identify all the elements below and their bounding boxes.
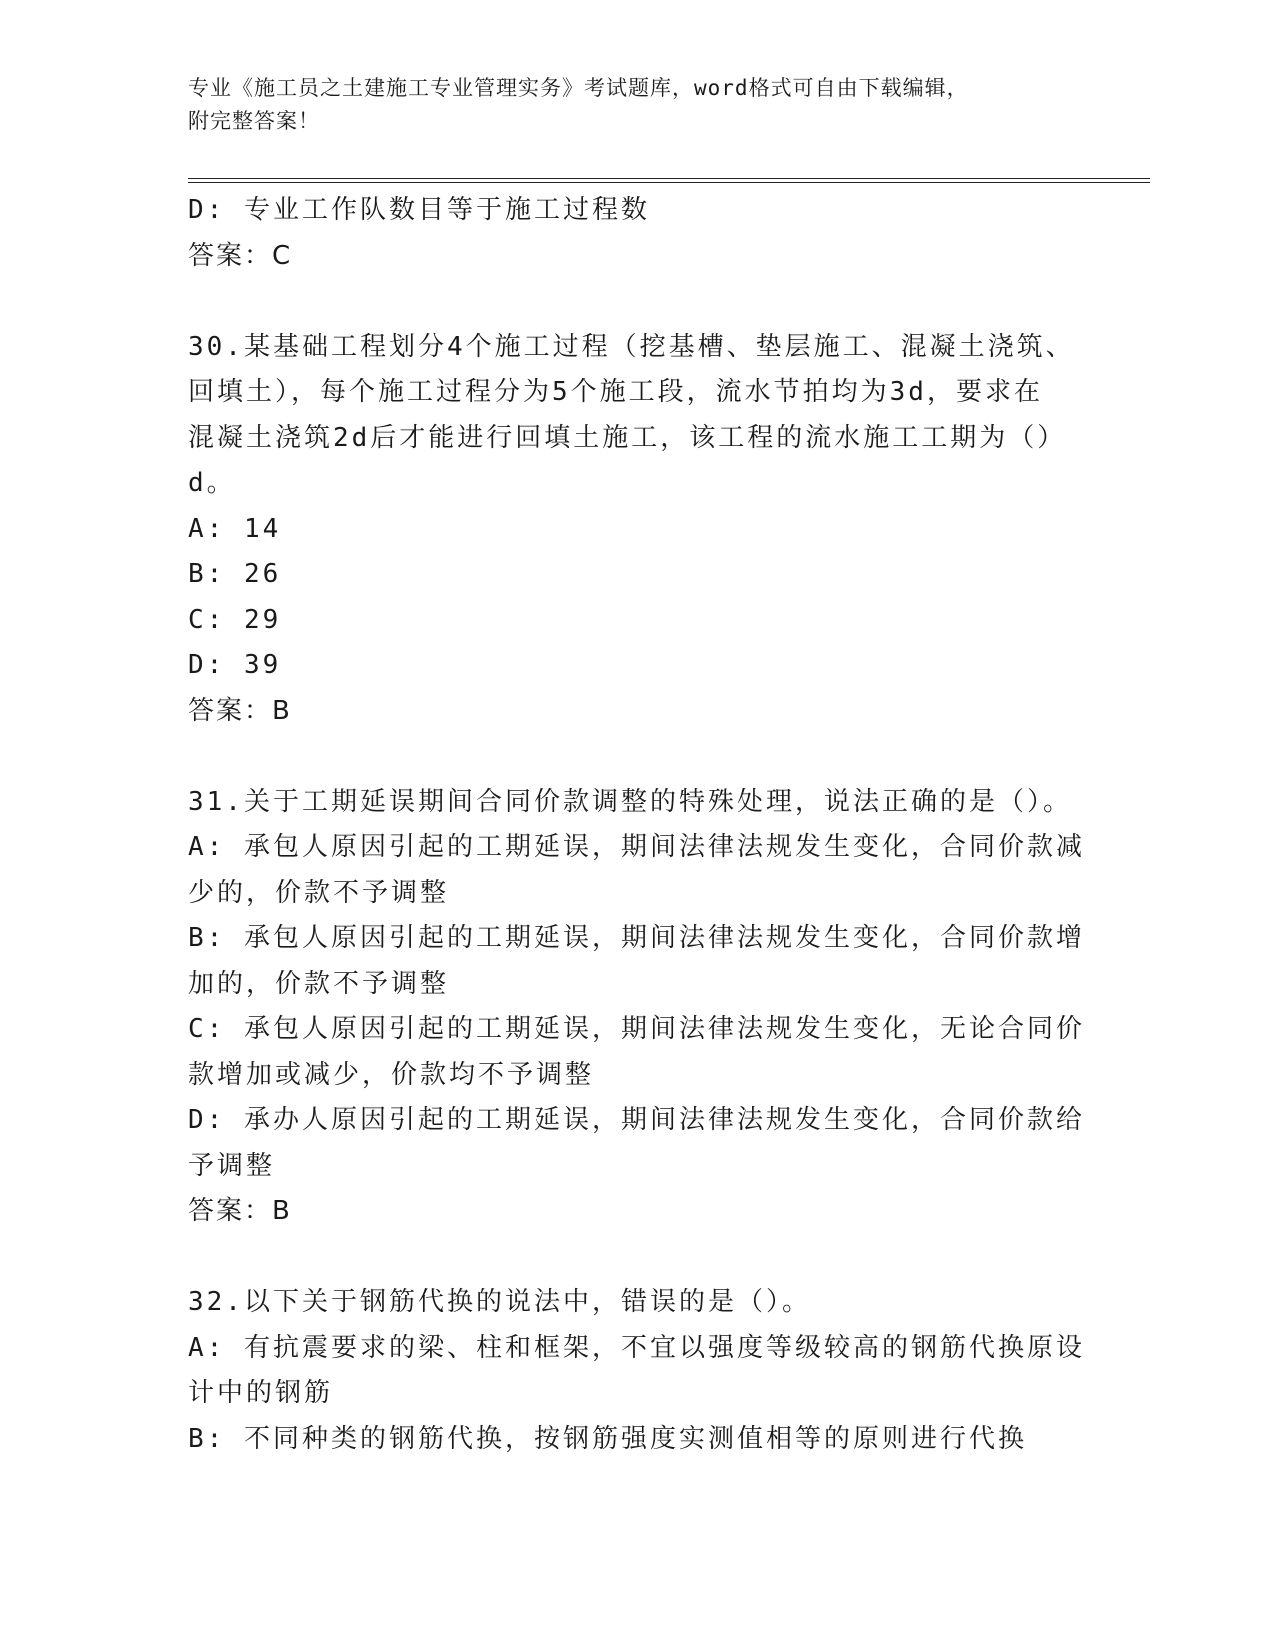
option-d-line: D: 承办人原因引起的工期延误，期间法律法规发生变化，合同价款给	[188, 1105, 1085, 1135]
option-b-line: 加的，价款不予调整	[188, 968, 450, 999]
option-b: B: 26	[188, 559, 282, 589]
option-d: D: 39	[188, 650, 282, 680]
option-c: C: 29	[188, 604, 282, 635]
option-a-line: 计中的钢筋	[188, 1378, 334, 1408]
header-line-2: 附完整答案！	[188, 109, 320, 133]
header-line-1: 专业《施工员之土建施工专业管理实务》考试题库，word格式可自由下载编辑，	[188, 76, 969, 100]
option-c-line: C: 承包人原因引起的工期延误，期间法律法规发生变化，无论合同价	[188, 1014, 1085, 1044]
answer: 答案：B	[188, 1196, 292, 1226]
document-header	[188, 72, 1068, 138]
question-stem-line: 回填土），每个施工过程分为5个施工段，流水节拍均为3d，要求在	[188, 377, 1043, 407]
question-stem-line: 混凝土浇筑2d后才能进行回填土施工，该工程的流水施工工期为（）	[188, 422, 1067, 453]
option-c-line: 款增加或减少，价款均不予调整	[188, 1059, 595, 1090]
question-29-tail	[188, 188, 1088, 279]
option-b-line: B: 承包人原因引起的工期延误，期间法律法规发生变化，合同价款增	[188, 923, 1085, 953]
option-a: A: 14	[188, 513, 282, 544]
spacer	[188, 734, 1088, 780]
question-stem-line: 30.某基础工程划分4个施工过程（挖基槽、垫层施工、混凝土浇筑、	[188, 331, 1075, 362]
option-d: D: 专业工作队数目等于施工过程数	[188, 195, 650, 225]
answer: 答案：B	[188, 695, 292, 726]
question-stem: 32.以下关于钢筋代换的说法中，错误的是（）。	[188, 1287, 811, 1317]
spacer	[188, 1235, 1088, 1281]
question-30	[188, 325, 1088, 735]
option-d-line: 予调整	[188, 1150, 276, 1181]
option-b-line: B: 不同种类的钢筋代换，按钢筋强度实测值相等的原则进行代换	[188, 1423, 1027, 1454]
option-a-line: A: 承包人原因引起的工期延误，期间法律法规发生变化，合同价款减	[188, 832, 1085, 862]
spacer	[188, 279, 1088, 325]
answer: 答案：C	[188, 240, 293, 271]
header-rule-bottom	[188, 182, 1150, 183]
header-rule-top	[188, 178, 1150, 179]
option-a-line: A: 有抗震要求的梁、柱和框架，不宜以强度等级较高的钢筋代换原设	[188, 1332, 1085, 1363]
option-a-line: 少的，价款不予调整	[188, 877, 450, 908]
question-32	[188, 1280, 1088, 1462]
question-stem-line: d。	[188, 468, 236, 498]
question-31	[188, 780, 1088, 1235]
document-body	[188, 188, 1088, 1462]
question-stem: 31.关于工期延误期间合同价款调整的特殊处理，说法正确的是（）。	[188, 786, 1072, 817]
